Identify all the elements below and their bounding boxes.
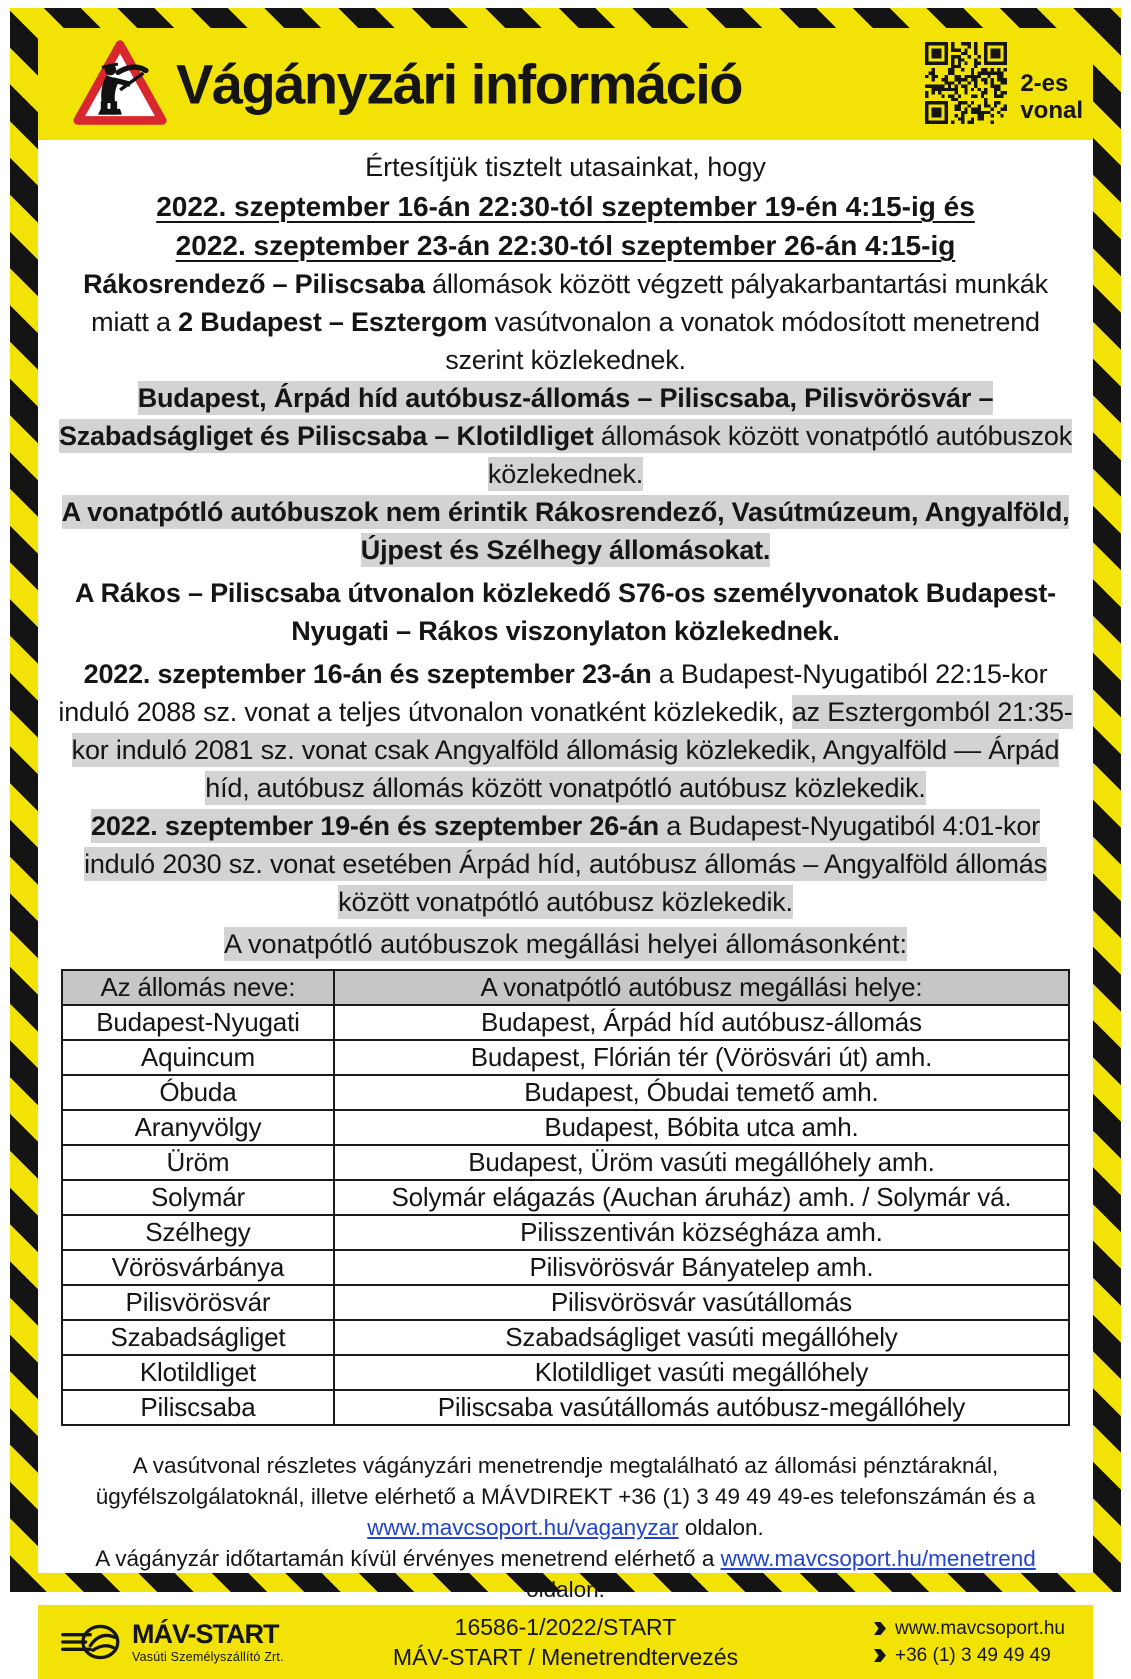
info-footer	[58, 1450, 1073, 1605]
bus-stop-cell: Budapest, Üröm vasúti megállóhely amh.	[334, 1145, 1069, 1180]
paragraph-sep19-26	[58, 807, 1073, 921]
station-name-cell: Szélhegy	[62, 1215, 334, 1250]
intro-lead: Értesítjük tisztelt utasainkat, hogy	[365, 152, 766, 182]
phone-arrow-icon	[874, 1649, 886, 1662]
station-name-cell: Aquincum	[62, 1040, 334, 1075]
text-segment: az Esztergomból 21:35-kor induló 2081 sz. vonat csak Angyalföld állomásig közlekedik, Angyalföld — Árpád híd, autóbusz állomás között vonatpótló autóbusz közlekedik.	[71, 697, 1073, 803]
bus-stop-cell: Budapest, Flórián tér (Vörösvári út) amh.	[334, 1040, 1069, 1075]
logo-wordmark: MÁV-START	[132, 1618, 279, 1649]
station-name-cell: Solymár	[62, 1180, 334, 1215]
text-segment: A vonatpótló autóbuszok megállási helyei állomásonként:	[224, 929, 907, 959]
station-name-cell: Óbuda	[62, 1075, 334, 1110]
paragraph-s76	[58, 574, 1073, 650]
text-segment: állomások között végzett pályakarbantartási munkák miatt a	[91, 269, 1048, 337]
table-header-cell: Az állomás neve:	[62, 970, 334, 1005]
paragraph-replacement-buses	[58, 379, 1073, 493]
info-line-2	[58, 1543, 1073, 1605]
table-row	[62, 1110, 1069, 1145]
phone-text: +36 (1) 3 49 49 49	[894, 1645, 1051, 1666]
table-row	[62, 1075, 1069, 1110]
vaganyzar-link[interactable]: www.mavcsoport.hu/vaganyzar	[367, 1515, 679, 1540]
table-row	[62, 1040, 1069, 1075]
bottom-bar	[38, 1605, 1093, 1679]
text-segment: A vasútvonal részletes vágányzári menetrendje megtalálható az állomási pénztáraknál, ügyfélszolgálatoknál, illetve elérhető a MÁVDIREKT +36 (1) 3 49 49 49-es telefonszámán és a	[95, 1453, 1036, 1509]
table-row	[62, 1320, 1069, 1355]
station-name-cell: Piliscsaba	[62, 1390, 334, 1425]
station-name-cell: Vörösvárbánya	[62, 1250, 334, 1285]
qr-code	[925, 42, 1007, 124]
bus-stop-cell: Budapest, Árpád híd autóbusz-állomás	[334, 1005, 1069, 1040]
table-note	[58, 925, 1073, 963]
text-segment: oldalon.	[678, 1515, 764, 1540]
text-segment: állomások között vonatpótló autóbuszok közlekednek.	[487, 421, 1073, 489]
header-band	[38, 28, 1093, 140]
bus-stop-cell: Budapest, Bóbita utca amh.	[334, 1110, 1069, 1145]
website-text: www.mavcsoport.hu	[894, 1618, 1065, 1639]
text-segment: Rákosrendező – Piliscsaba	[83, 269, 425, 299]
hazard-stripe-border	[10, 8, 1121, 1670]
table-row	[62, 1285, 1069, 1320]
department-line: MÁV-START / Menetrendtervezés	[392, 1644, 739, 1670]
station-name-cell: Szabadságliget	[62, 1320, 334, 1355]
table-row	[62, 1005, 1069, 1040]
bus-stop-cell: Pilisvörösvár Bányatelep amh.	[334, 1250, 1069, 1285]
poster-body	[38, 28, 1093, 1670]
table-row	[62, 1180, 1069, 1215]
text-segment: a Budapest-Nyugatiból 22:15-kor induló 2088 sz. vonat a teljes útvonalon vonatként közlekedik,	[58, 659, 1048, 727]
page-title: Vágányzári információ	[176, 52, 743, 116]
text-segment: 2022. szeptember 16-án és szeptember 23-án	[83, 659, 652, 689]
table-row	[62, 1250, 1069, 1285]
document-number: 16586-1/2022/START	[454, 1614, 677, 1640]
date-range-line-1: 2022. szeptember 16-án 22:30-tól szeptember 19-én 4:15-ig és	[156, 191, 975, 222]
line-badge	[1020, 70, 1083, 124]
station-name-cell: Pilisvörösvár	[62, 1285, 334, 1320]
document-block	[393, 1612, 738, 1672]
info-line-1	[58, 1450, 1073, 1543]
contact-block	[874, 1615, 1065, 1669]
station-name-cell: Aranyvölgy	[62, 1110, 334, 1145]
text-segment: A vágányzár időtartamán kívül érvényes menetrend elérhető a	[95, 1546, 721, 1571]
bus-stop-cell: Klotildliget vasúti megállóhely	[334, 1355, 1069, 1390]
station-name-cell: Budapest-Nyugati	[62, 1005, 334, 1040]
bus-stop-cell: Budapest, Óbudai temető amh.	[334, 1075, 1069, 1110]
website-arrow-icon	[874, 1622, 886, 1635]
worker-with-pickaxe-warning-icon	[72, 36, 168, 130]
mav-start-emblem-icon	[60, 1619, 126, 1665]
table-row	[62, 1390, 1069, 1425]
table-row	[62, 1355, 1069, 1390]
table-header-row	[62, 970, 1069, 1005]
logo-tagline: Vasúti Személyszállító Zrt.	[132, 1649, 284, 1664]
station-name-cell: Klotildliget	[62, 1355, 334, 1390]
bus-stop-cell: Solymár elágazás (Auchan áruház) amh. / Solymár vá.	[334, 1180, 1069, 1215]
paragraph-sep16-23	[58, 655, 1073, 807]
text-segment: A vonatpótló autóbuszok nem érintik Rákosrendező, Vasútmúzeum, Angyalföld, Újpest és Szélhegy állomásokat.	[61, 497, 1070, 565]
text-segment: Budapest, Árpád híd autóbusz-állomás – Piliscsaba, Pilisvörösvár – Szabadságliget és Piliscsaba – Klotildliget	[58, 383, 994, 451]
paragraph-maintenance	[58, 265, 1073, 379]
text-segment: oldalon.	[526, 1577, 605, 1602]
menetrend-link[interactable]: www.mavcsoport.hu/menetrend	[720, 1546, 1036, 1571]
text-segment: 2022. szeptember 19-én és szeptember 26-án	[91, 811, 659, 841]
station-name-cell: Üröm	[62, 1145, 334, 1180]
table-row	[62, 1145, 1069, 1180]
line-badge-bottom: vonal	[1020, 97, 1083, 124]
table-header-cell: A vonatpótló autóbusz megállási helye:	[334, 970, 1069, 1005]
bus-stop-cell: Pilisszentiván községháza amh.	[334, 1215, 1069, 1250]
date-range-line-2: 2022. szeptember 23-án 22:30-tól szeptember 26-án 4:15-ig	[175, 230, 956, 261]
text-segment: A Rákos – Piliscsaba útvonalon közlekedő S76-os személyvonatok Budapest-Nyugati – Rákos viszonylaton közlekednek.	[75, 578, 1056, 646]
mav-start-logo	[60, 1619, 284, 1665]
text-segment: a Budapest-Nyugatiból 4:01-kor induló 2030 sz. vonat esetében Árpád híd, autóbusz állomás – Angyalföld állomás között vonatpótló autóbusz közlekedik.	[84, 811, 1047, 917]
paragraph-stations-not-served	[58, 493, 1073, 569]
stops-table	[61, 969, 1070, 1426]
line-badge-top: 2-es	[1020, 70, 1069, 97]
bus-stop-cell: Piliscsaba vasútállomás autóbusz-megállóhely	[334, 1390, 1069, 1425]
bus-stop-cell: Pilisvörösvár vasútállomás	[334, 1285, 1069, 1320]
text-segment: vasútvonalon a vonatok módosított menetrend szerint közlekednek.	[445, 307, 1040, 375]
bus-stop-cell: Szabadságliget vasúti megállóhely	[334, 1320, 1069, 1355]
notice-content	[38, 140, 1093, 1605]
table-row	[62, 1215, 1069, 1250]
text-segment: 2 Budapest – Esztergom	[178, 307, 488, 337]
